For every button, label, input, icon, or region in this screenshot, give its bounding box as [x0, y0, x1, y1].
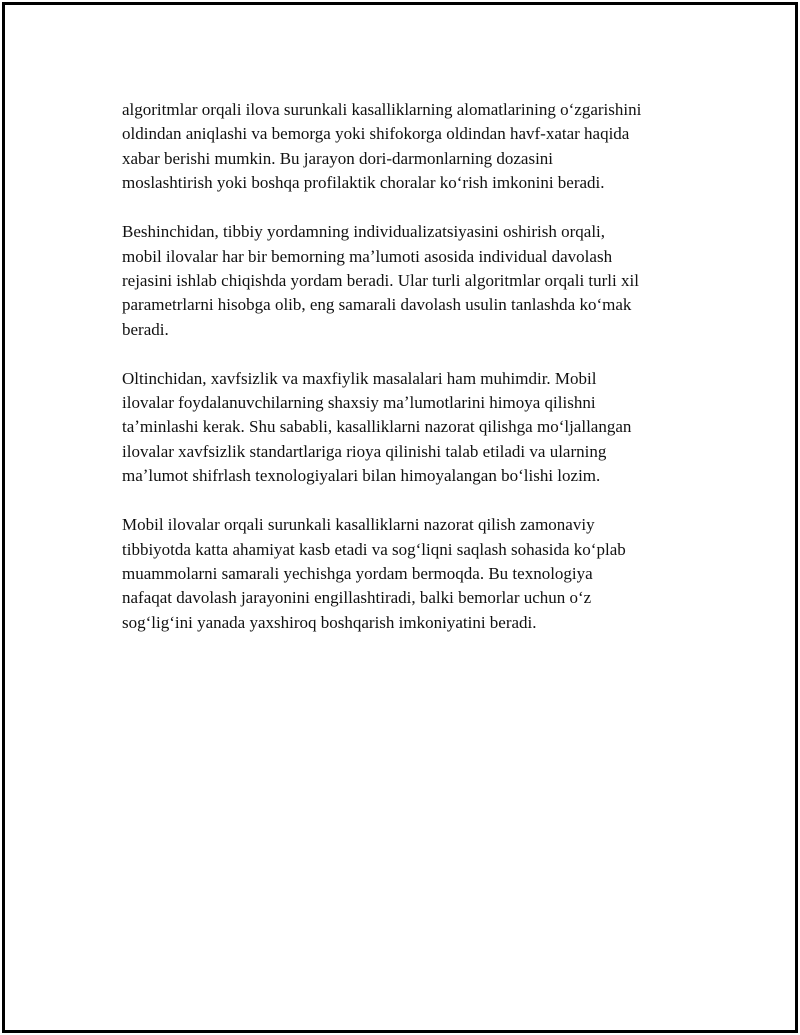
document-body	[122, 98, 702, 660]
paragraph-3: Oltinchidan, xavfsizlik va maxfiylik masalalari ham muhimdir. Mobil ilovalar foydalanuvchilarning shaxsiy maʼlumotlarini himoya qilishni taʼminlashi kerak. Shu sababli, kasalliklarni nazorat qilishga moʻljallangan ilovalar xavfsizlik standartlariga rioya qilinishi talab etiladi va ularning maʼlumot shifrlash texnologiyalari bilan himoyalangan boʻlishi lozim.	[122, 368, 632, 486]
paragraph-4: Mobil ilovalar orqali surunkali kasalliklarni nazorat qilish zamonaviy tibbiyotda katta ahamiyat kasb etadi va sogʻliqni saqlash sohasida koʻplab muammolarni samarali yechishga yordam bermoqda. Bu texnologiya nafaqat davolash jarayonini engillashtiradi, balki bemorlar uchun oʻz sogʻligʻini yanada yaxshiroq boshqarish imkoniyatini beradi.	[122, 515, 626, 632]
page-frame	[2, 2, 798, 1033]
paragraph-1: algoritmlar orqali ilova surunkali kasalliklarning alomatlarining oʻzgarishini oldindan aniqlashi va bemorga yoki shifokorga oldindan havf-xatar haqida xabar berishi mumkin. Bu jarayon dori-darmonlarning dozasini moslashtirish yoki boshqa profilaktik choralar koʻrish imkonini beradi.	[122, 100, 642, 193]
paragraph-2: Beshinchidan, tibbiy yordamning individualizatsiyasini oshirish orqali, mobil ilovalar har bir bemorning maʼlumoti asosida individual davolash rejasini ishlab chiqishda yordam beradi. Ular turli algoritmlar orqali turli xil parametrlarni hisobga olib, eng samarali davolash usulin tanlashda koʻmak beradi.	[122, 222, 639, 339]
